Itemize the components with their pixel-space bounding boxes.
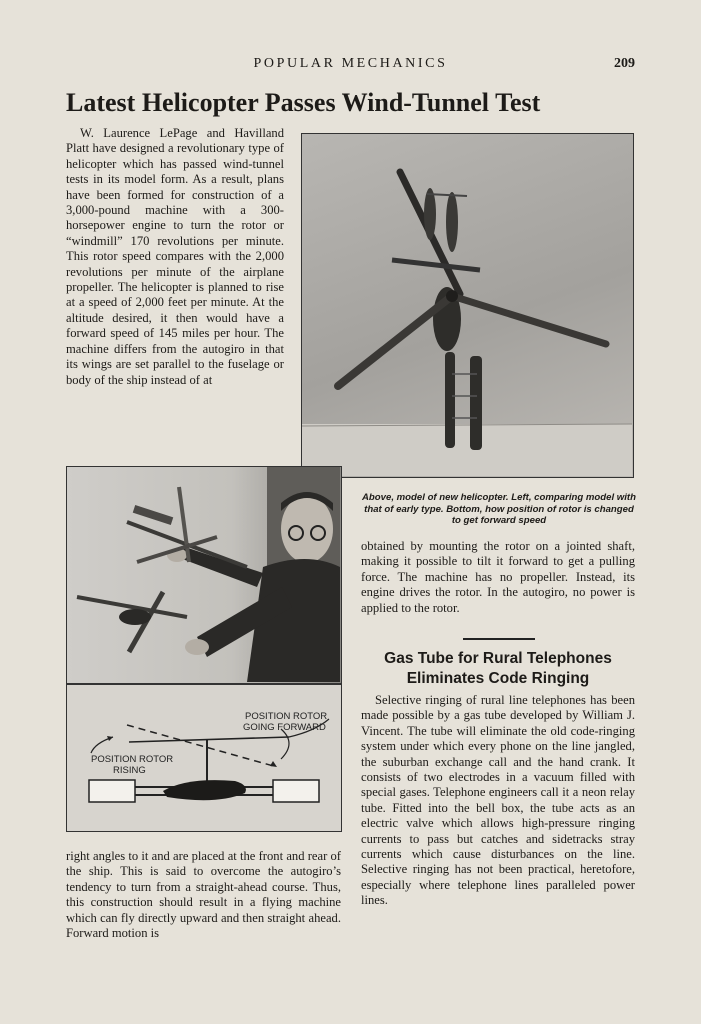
rotor-position-diagram [66, 684, 342, 832]
article-paragraph-1: W. Laurence LePage and Havilland Platt have designed a revolutionary type of helicopter which has passed wind-tunnel tests in its model form. As a result, plans have been formed for construction of a 3,000-pound machine with a 300-horsepower engine to turn the rotor or “windmill” 170 revolutions per minute. This rotor speed compares with the 2,000 revolutions per minute of the airplane propeller. The helicopter is planned to rise at a speed of 2,000 feet per minute. At the altitude desired, it then would have a forward speed of 145 miles per hour. The machine differs from the autogiro in that its wings are set parallel to the fuselage or body of the ship instead of at [66, 126, 284, 387]
article-paragraph-3: obtained by mounting the rotor on a jointed shaft, making it possible to tilt it forward to get a pulling force. The machine has no propeller. Instead, its engine drives the rotor. In the autogiro, no power is applied to the rotor. [361, 539, 635, 615]
helicopter-model-photo [301, 133, 634, 478]
article2-paragraph-1: Selective ringing of rural line telephones has been made possible by a gas tube developed by William J. Vincent. The tube will eliminate the old code-ringing system under which every phone on the line jangled, the suburban exchange call and the hand crank. It consists of two electrodes in a vacuum filled with special gases. Telephone engineers call it a neon relay tube. Fitted into the bell box, the tube acts as an electric valve which allows high-pressure ringing currents to pass but catches and sidetracks stray currents which cause disturbances on the line. Selective ringing has not been practical, heretofore, especially where telephone lines paralleled power lines. [361, 693, 635, 908]
article-text-column-1 [66, 126, 284, 388]
man-with-models-photo [66, 466, 342, 684]
section-divider [463, 638, 535, 640]
running-head: POPULAR MECHANICS [253, 56, 448, 71]
photo-caption: Above, model of new helicopter. Left, comparing model with that of early type. Bottom, how position of rotor is changed to get forward speed [362, 492, 636, 527]
article2-headline-line1: Gas Tube for Rural Telephones [384, 650, 612, 667]
label-rising-line1: POSITION ROTOR [91, 754, 174, 765]
article-text-column-3 [361, 539, 635, 616]
article2-headline-line2: Eliminates Code Ringing [406, 670, 590, 687]
article-text-column-2 [66, 849, 341, 941]
page-number: 209 [614, 56, 635, 71]
helicopter-model-illustration [302, 134, 632, 476]
man-with-models-illustration [67, 467, 340, 682]
article-paragraph-2: right angles to it and are placed at the front and rear of the ship. This is said to overcome the autogiro’s tendency to turn from a straight-ahead course. Thus, this construction should result in a flying machine which can fly directly upward and then straight ahead. Forward motion is [66, 849, 341, 941]
article2-text-column [361, 693, 635, 909]
rotor-position-drawing [67, 685, 340, 830]
label-rising-line2: RISING [113, 765, 146, 776]
label-forward-line2: GOING FORWARD [243, 722, 326, 733]
article2-headline [361, 649, 635, 689]
article-headline: Latest Helicopter Passes Wind-Tunnel Test [66, 88, 541, 117]
label-forward-line1: POSITION ROTOR [245, 711, 328, 722]
